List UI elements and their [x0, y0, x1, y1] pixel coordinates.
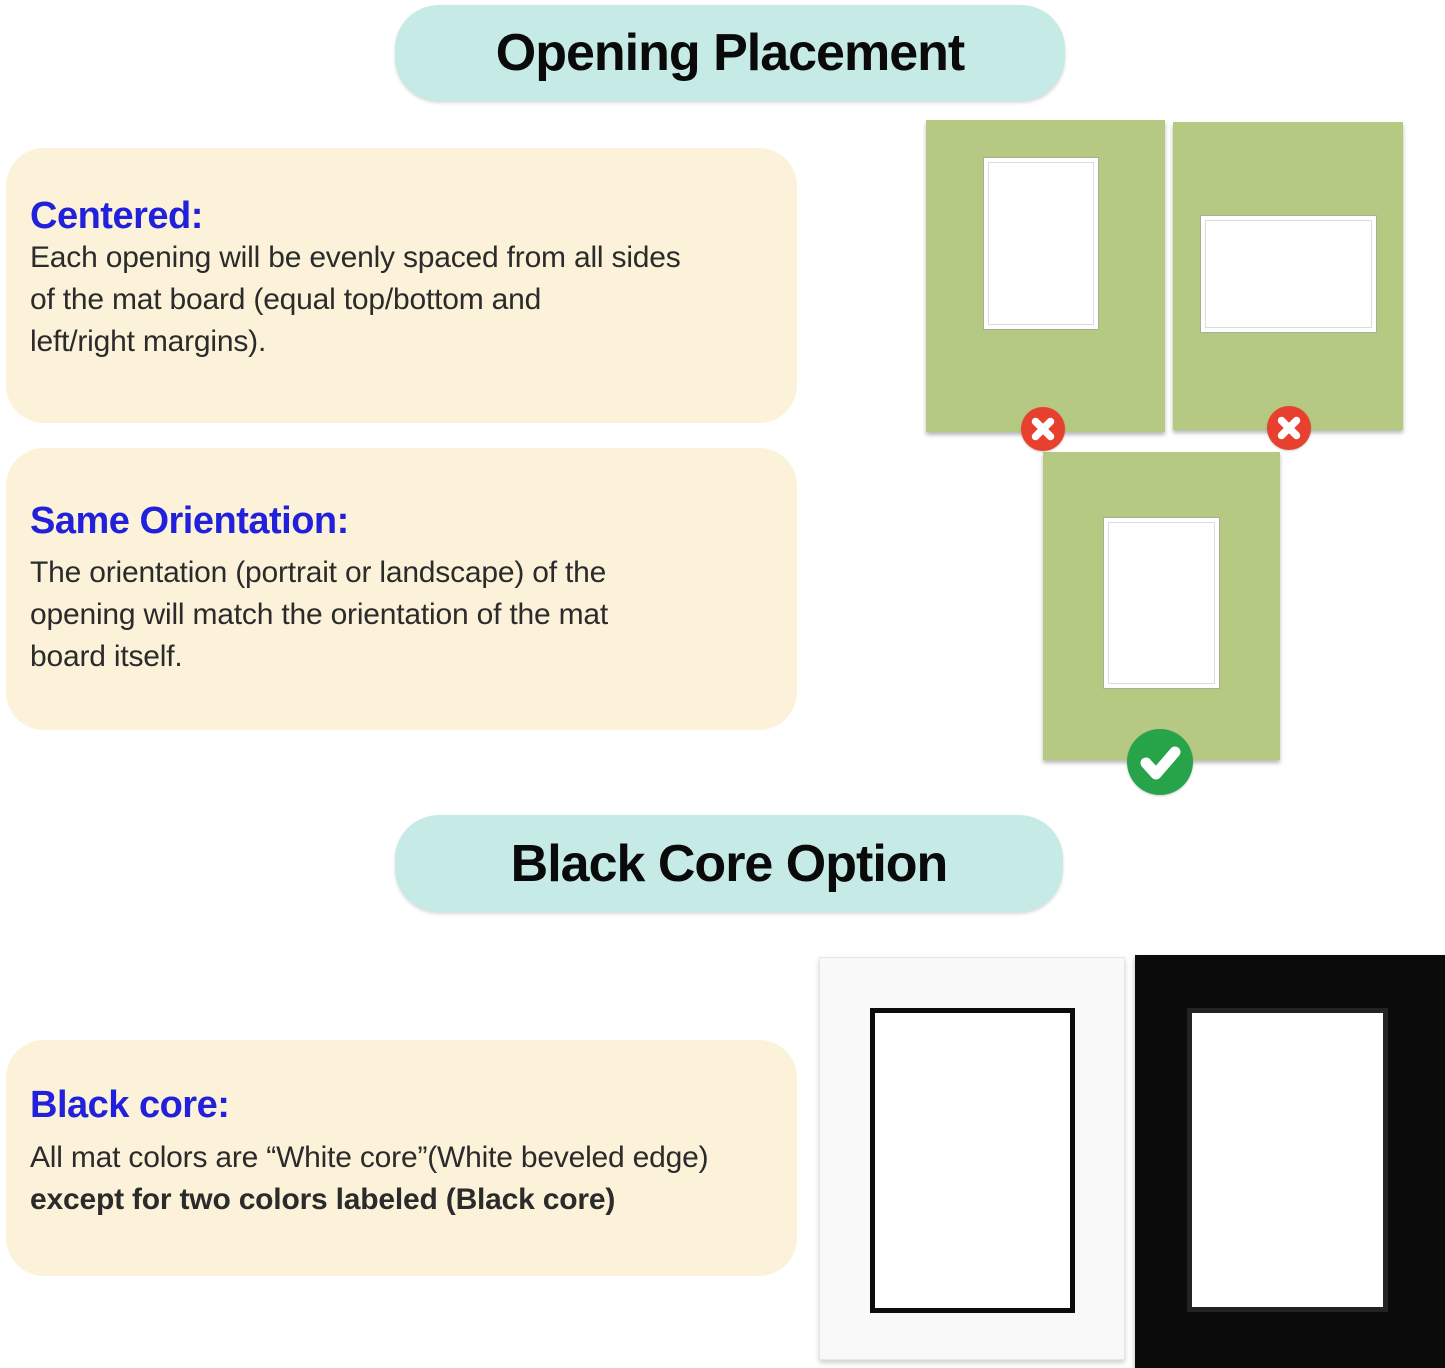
wrong-badge	[1267, 406, 1311, 450]
centered-title: Centered:	[30, 195, 203, 237]
centered-body	[30, 237, 787, 363]
centered-body-line-3: left/right margins).	[30, 325, 267, 358]
wrong-badge	[1021, 407, 1065, 451]
mat-opening-bevel	[1108, 522, 1215, 684]
same-orientation-body-line-3: board itself.	[30, 640, 183, 673]
black-core-title: Black core:	[30, 1084, 230, 1126]
mat-opening-bevel	[1205, 220, 1372, 328]
mat-opening	[1187, 1008, 1388, 1312]
check-icon	[1127, 729, 1193, 795]
black-core-mat-illustration	[1135, 955, 1445, 1368]
x-icon	[1267, 406, 1311, 450]
same-orientation-body	[30, 552, 787, 678]
landscape-opening-mat-illustration	[1173, 122, 1403, 430]
black-core-beveled-opening	[870, 1008, 1075, 1313]
same-orientation-title: Same Orientation:	[30, 500, 349, 542]
centered-info-box	[6, 148, 797, 423]
mat-opening	[1103, 517, 1220, 689]
white-core-mat-illustration	[819, 957, 1125, 1360]
black-core-body-line-2: except for two colors labeled (Black core)	[30, 1183, 616, 1216]
black-core-body	[30, 1137, 787, 1221]
black-core-option-header	[395, 815, 1063, 912]
opening-placement-header	[395, 5, 1065, 101]
mat-opening	[983, 157, 1099, 330]
same-orientation-body-line-1: The orientation (portrait or landscape) of the	[30, 556, 607, 589]
opening-placement-title: Opening Placement	[495, 24, 965, 82]
black-core-info-box	[6, 1040, 797, 1276]
centered-body-line-1: Each opening will be evenly spaced from all sides	[30, 241, 681, 274]
black-core-body-line-1: All mat colors are “White core”(White beveled edge)	[30, 1141, 709, 1174]
mat-opening	[1200, 215, 1377, 333]
correct-badge	[1127, 729, 1193, 795]
mat-opening-bevel	[988, 162, 1094, 325]
x-icon	[1021, 407, 1065, 451]
same-orientation-body-line-2: opening will match the orientation of the mat	[30, 598, 609, 631]
same-orientation-info-box	[6, 448, 797, 730]
centered-mat-illustration	[1043, 452, 1280, 760]
centered-body-line-2: of the mat board (equal top/bottom and	[30, 283, 542, 316]
off-center-mat-illustration	[926, 120, 1165, 432]
black-core-option-title: Black Core Option	[510, 834, 948, 893]
